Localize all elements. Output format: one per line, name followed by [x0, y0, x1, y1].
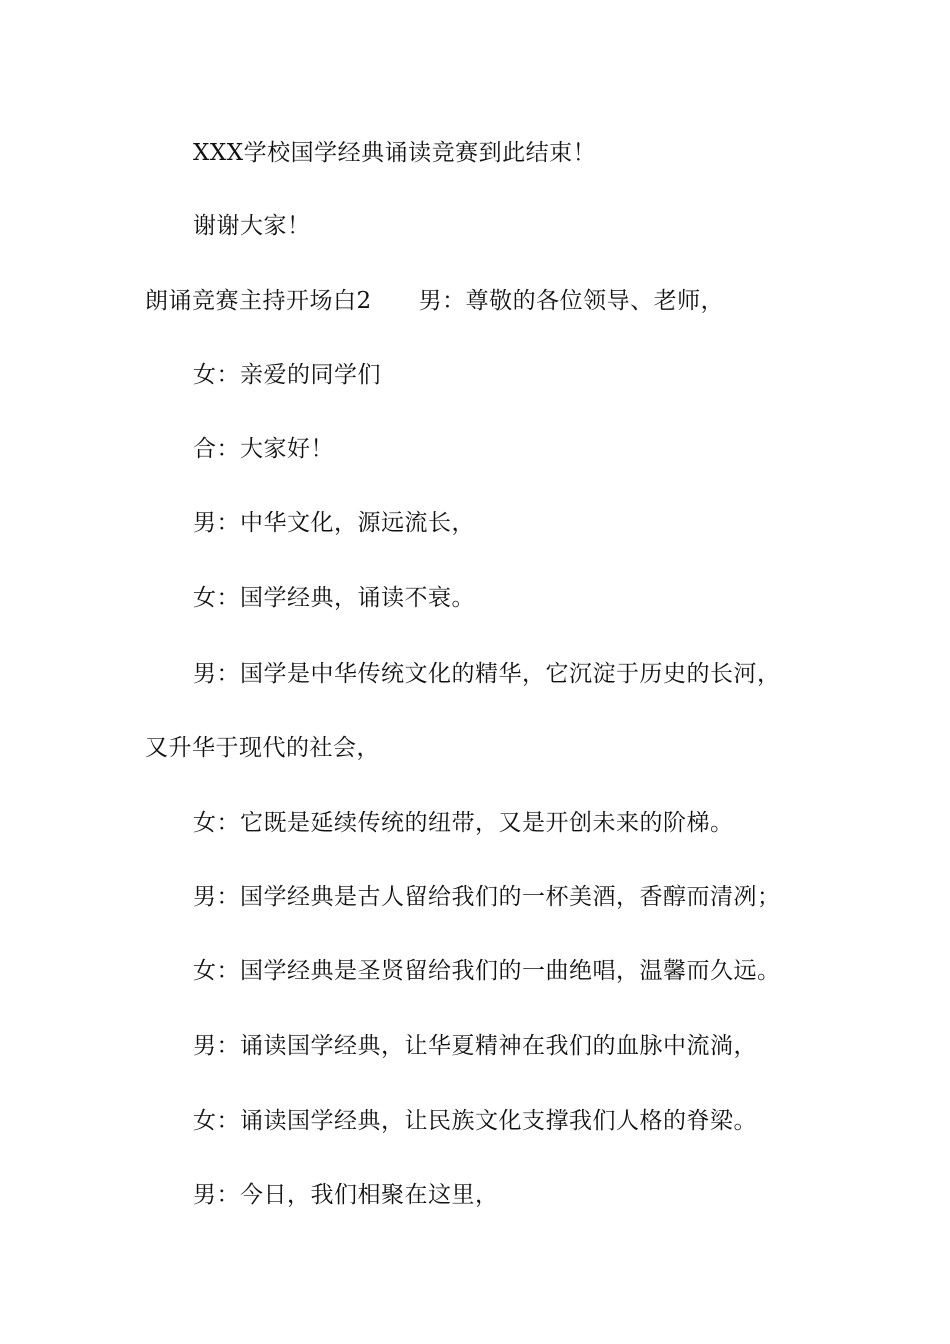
paragraph-male-2-continued: 又升华于现代的社会， [145, 735, 380, 761]
paragraph-together: 合：大家好！ [193, 436, 334, 462]
paragraph-closing: XXX学校国学经典诵读竞赛到此结束！ [193, 140, 597, 166]
paragraph-male-2: 男：国学是中华传统文化的精华，它沉淀于历史的长河， [193, 661, 781, 687]
paragraph-male-4: 男：诵读国学经典，让华夏精神在我们的血脉中流淌， [193, 1033, 757, 1059]
paragraph-female-1: 女：亲爱的同学们 [193, 362, 381, 388]
paragraph-thanks: 谢谢大家！ [193, 213, 311, 239]
paragraph-male-1: 男：中华文化，源远流长， [193, 510, 475, 536]
paragraph-male-5: 男：今日，我们相聚在这里， [193, 1182, 499, 1208]
paragraph-female-2: 女：国学经典，诵读不衰。 [193, 585, 475, 611]
section-heading-line: 朗诵竞赛主持开场白2 男：尊敬的各位领导、老师， [145, 288, 725, 314]
paragraph-female-3: 女：它既是延续传统的纽带，又是开创未来的阶梯。 [193, 810, 734, 836]
paragraph-male-3: 男：国学经典是古人留给我们的一杯美酒，香醇而清冽； [193, 884, 781, 910]
paragraph-female-4: 女：国学经典是圣贤留给我们的一曲绝唱，温馨而久远。 [193, 958, 781, 984]
paragraph-female-5: 女：诵读国学经典，让民族文化支撑我们人格的脊梁。 [193, 1108, 757, 1134]
